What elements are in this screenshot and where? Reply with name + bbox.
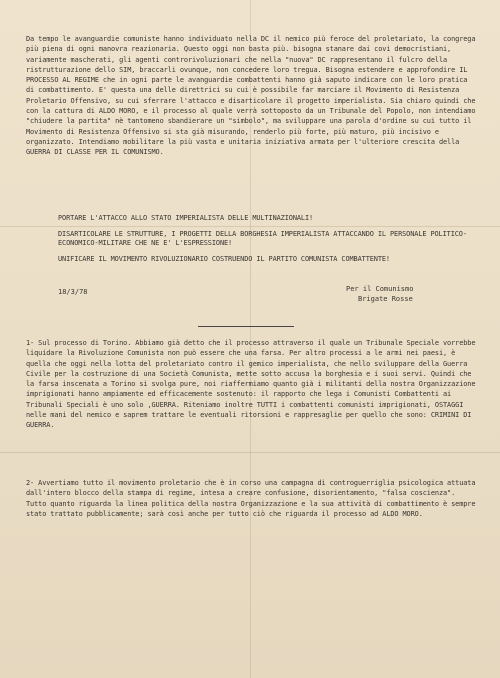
- separator-line: [198, 326, 294, 327]
- slogan-3: UNIFICARE IL MOVIMENTO RIVOLUZIONARIO COSTRUENDO IL PARTITO COMUNISTA COMBATTENTE!: [58, 254, 390, 263]
- date: 18/3/78: [58, 288, 88, 296]
- slogan-1: PORTARE L'ATTACCO ALLO STATO IMPERIALISTA DELLE MULTINAZIONALI!: [58, 214, 314, 222]
- slogans: [58, 214, 478, 270]
- slogan-2: DISARTICOLARE LE STRUTTURE, I PROGETTI DELLA BORGHESIA IMPERIALISTA ATTACCANDO IL PERSONALE POLITICO-ECONOMICO-MILITARE CHE NE E' L'ESPRESSIONE!: [58, 229, 467, 248]
- signature-line-1: Per il Comunismo: [346, 285, 414, 293]
- signature-line-2: Brigate Rosse: [358, 295, 413, 303]
- point-2-paragraph: 2- Avvertiamo tutto il movimento proletario che è in corso una campagna di controguerriglia psicologica attuata dall'intero blocco della stampa di regime, intesa a creare confusione, disorientamento, "falsa coscienza". Tutto quanto riguarda la linea politica della nostra Organizzazione e la sua attività di combattimento è sempre stato trattato pubblicamente; sarà così anche per tutto ciò che riguarda il processo ad ALDO MORO.: [26, 479, 480, 518]
- intro-paragraph: Da tempo le avanguardie comuniste hanno individuato nella DC il nemico più feroce del proletariato, la congrega più piena di ogni manovra reazionaria. Questo oggi non basta più. bisogna stanare dai covi democristiani, variamente mascherati, gli agenti controrivoluzionari che nella "nuova" DC rappresentano il fulcro della ristrutturazione dello SIM, braccarli ovunque, non concedere loro tregua. Bisogna estendere e approfondire IL PROCESSO AL REGIME che in ogni parte le avanguardie combattenti hanno già saputo indicare con le loro pratica di combattimento. E' questa una delle direttrici su cui è possibile far marciare il Movimento di Resistenza Proletario Offensivo, su cui sferrare l'attacco e disarticolare il progetto imperialista. Sia chiaro quindi che con la cattura di ALDO MORO, e il processo al quale verrà sottoposto da un Tribunale del Popolo, non intendiamo "chiudere la partita" nè tantomeno sbandierare un "simbolo", ma sviluppare una parola d'ordine su cui tutto il Movimento di Resistenza Offensivo si sta già misurando, renderlo più forte, più maturo, più incisivo e organizzato. Intendiamo mobilitare la più vasta e unitaria iniziativa armata per l'ulteriore crescita della GUERRA DI CLASSE PER IL COMUNISMO.: [26, 35, 480, 157]
- point-1-paragraph: 1- Sul processo di Torino. Abbiamo già detto che il processo attraverso il quale un Tribunale Speciale vorrebbe liquidare la Rivoluzione Comunista non può essere che una farsa. Per altro processi a le armi nei paesi, è quella che oggi nella lotta del proletariato contro il gemico imperialista, che nello sviluppare della Guerra Civile per la costruzione di una Società Comunista, mette sotto accusa la borghesia e i suoi servi. Quindi che la farsa inscenata a Torino si svolga pure, noi riaffermiamo quanto già i militanti della nostra Organizzazione imprigionati hanno ampiamente ed efficacemente sostenuto: il rapporto che lega i Comunisti Combattenti ai Tribunali Speciali è uno solo ,GUERRA. Riteniamo inoltre TUTTI i combattenti comunisti imprigionati, OSTAGGI nelle mani del nemico e saprem trattare le eventuali ritorsioni e rappresaglie per quello che sono: CRIMINI DI GUERRA.: [26, 339, 480, 430]
- signature: [346, 284, 413, 304]
